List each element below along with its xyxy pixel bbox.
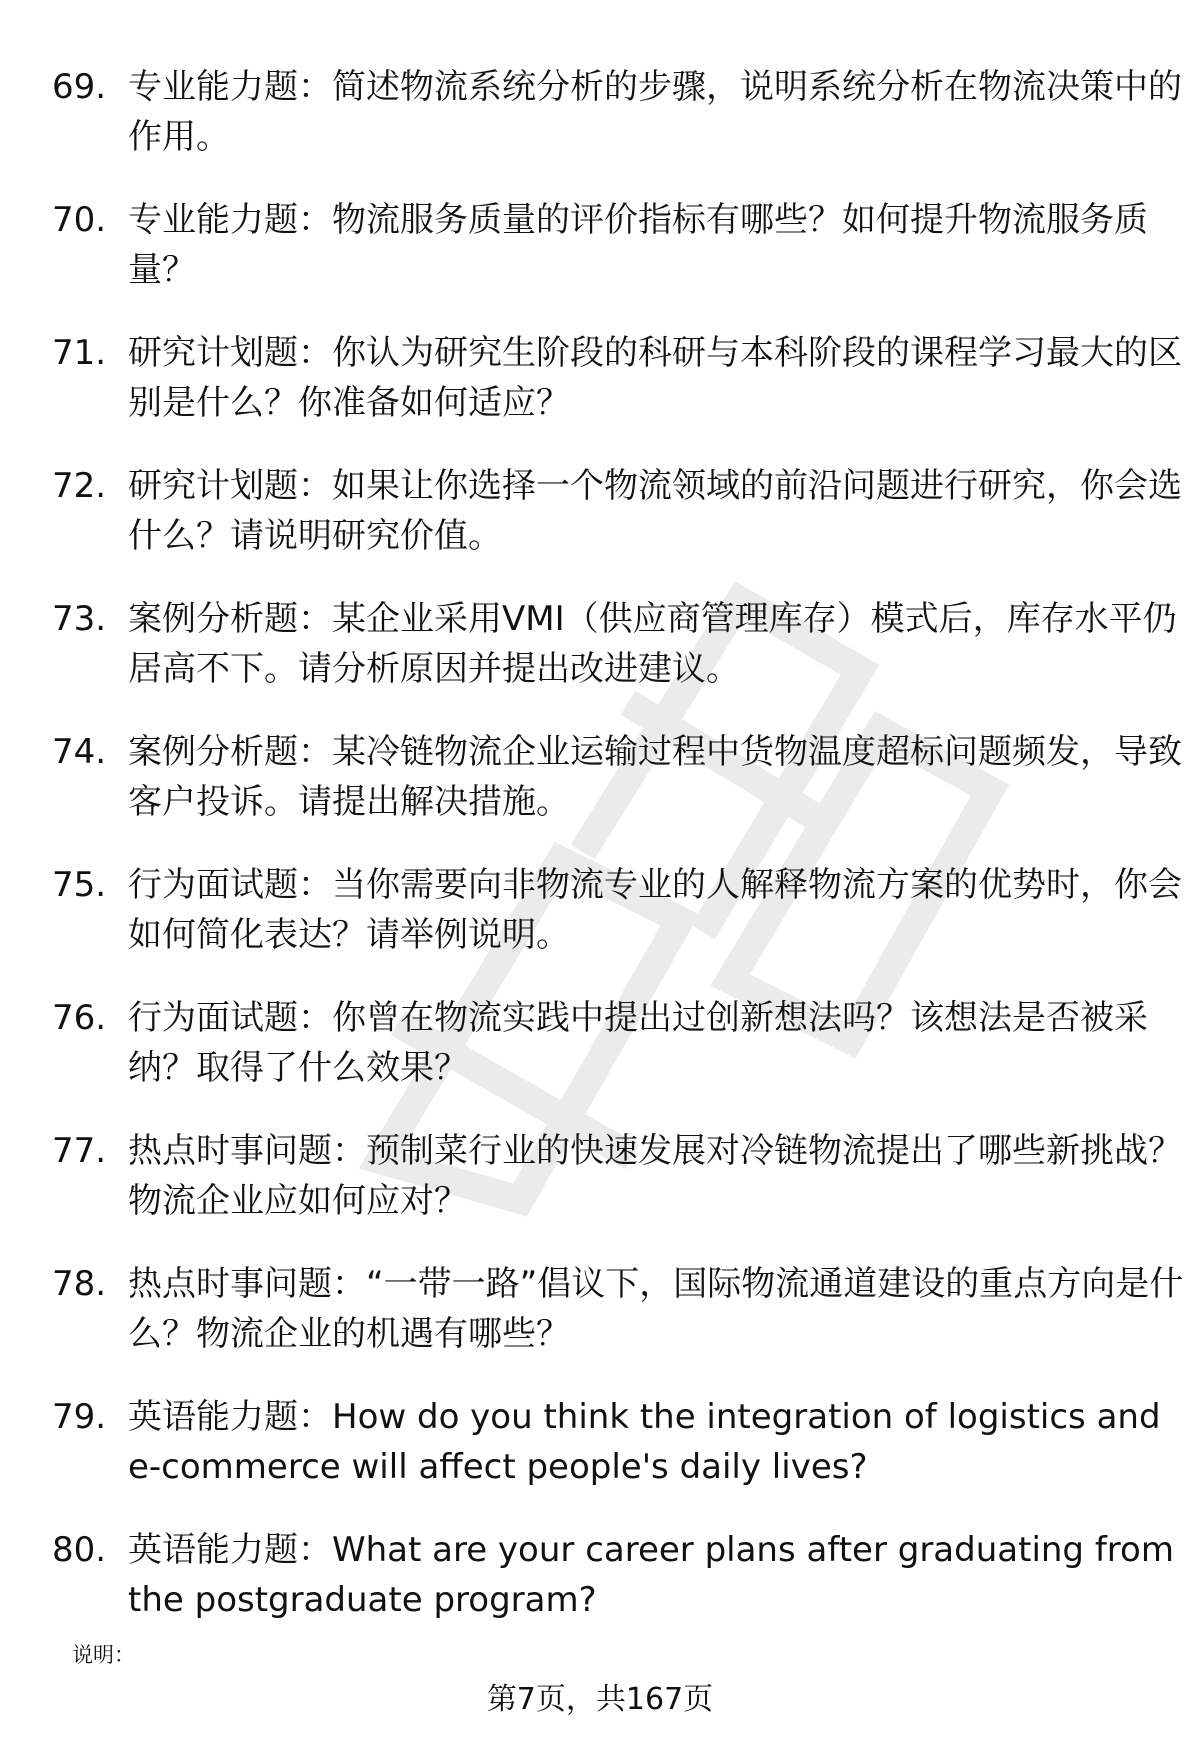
question-text: 案例分析题：某冷链物流企业运输过程中货物温度超标问题频发，导致客户投诉。请提出解决措施。 [128, 732, 1182, 822]
list-item [52, 195, 1152, 328]
question-number: 75. [52, 865, 107, 905]
list-item [52, 860, 1182, 993]
question-number: 76. [52, 998, 107, 1038]
question-list [52, 62, 1184, 1658]
note-label: 说明： [72, 1643, 135, 1667]
question-text: 热点时事问题：“一带一路”倡议下，国际物流通道建设的重点方向是什么？物流企业的机遇有哪些？ [128, 1264, 1184, 1354]
question-number: 73. [52, 599, 107, 639]
list-item [52, 1126, 1182, 1259]
list-item [52, 993, 1152, 1126]
question-text: 研究计划题：你认为研究生阶段的科研与本科阶段的课程学习最大的区别是什么？你准备如何适应？ [128, 333, 1182, 423]
question-text: 案例分析题：某企业采用VMI（供应商管理库存）模式后，库存水平仍居高不下。请分析原因并提出改进建议。 [128, 599, 1177, 689]
list-item [52, 727, 1182, 860]
page-footer: 第7页，共167页 [486, 1682, 714, 1717]
question-number: 69. [52, 67, 107, 107]
question-text: 英语能力题：How do you think the integration of logistics and e-commerce will affect people's daily lives? [128, 1397, 1161, 1487]
question-number: 79. [52, 1397, 107, 1437]
list-item [52, 1525, 1174, 1658]
list-item [52, 1392, 1161, 1525]
question-text: 行为面试题：你曾在物流实践中提出过创新想法吗？该想法是否被采纳？取得了什么效果？ [128, 998, 1148, 1088]
question-text: 专业能力题：物流服务质量的评价指标有哪些？如何提升物流服务质量？ [128, 200, 1148, 290]
question-number: 80. [52, 1530, 107, 1570]
question-number: 70. [52, 200, 107, 240]
question-number: 72. [52, 466, 107, 506]
question-number: 77. [52, 1131, 107, 1171]
question-number: 74. [52, 732, 107, 772]
question-text: 行为面试题：当你需要向非物流专业的人解释物流方案的优势时，你会如何简化表达？请举例说明。 [128, 865, 1182, 955]
list-item [52, 461, 1182, 594]
question-text: 热点时事问题：预制菜行业的快速发展对冷链物流提出了哪些新挑战？物流企业应如何应对？ [128, 1131, 1182, 1221]
list-item [52, 328, 1182, 461]
list-item [52, 594, 1177, 727]
list-item [52, 1259, 1184, 1392]
question-text: 研究计划题：如果让你选择一个物流领域的前沿问题进行研究，你会选什么？请说明研究价值。 [128, 466, 1182, 556]
question-number: 71. [52, 333, 107, 373]
question-text: 专业能力题：简述物流系统分析的步骤，说明系统分析在物流决策中的作用。 [128, 67, 1182, 157]
question-text: 英语能力题：What are your career plans after graduating from the postgraduate program? [128, 1530, 1174, 1620]
list-item [52, 62, 1182, 195]
question-number: 78. [52, 1264, 107, 1304]
